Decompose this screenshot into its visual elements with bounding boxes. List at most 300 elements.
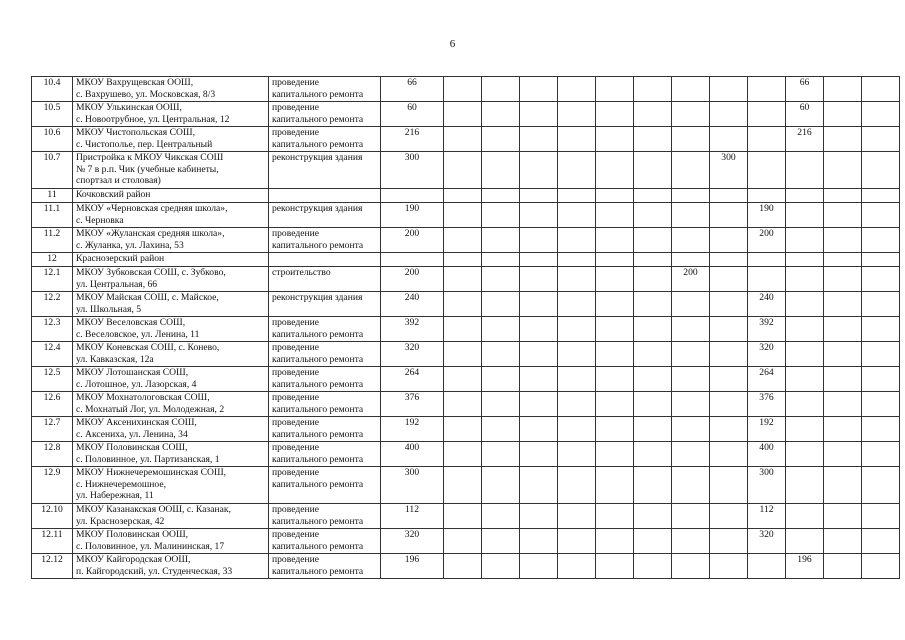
school-name <box>73 189 269 203</box>
year-value <box>444 392 482 417</box>
year-value <box>862 267 900 292</box>
school-name-line: ул. Центральная, 66 <box>76 278 158 290</box>
year-value <box>520 529 558 554</box>
total-value <box>381 189 444 203</box>
year-value <box>634 392 672 417</box>
school-name-line: с. Аксениха, ул. Ленина, 34 <box>76 428 188 440</box>
year-value: 112 <box>748 504 786 529</box>
year-value <box>634 228 672 253</box>
year-value <box>520 228 558 253</box>
year-value <box>786 253 824 267</box>
year-value <box>482 102 520 127</box>
school-name-line: с. Нижнечеремошное, <box>76 478 166 490</box>
school-name <box>73 442 269 467</box>
total-value: 112 <box>381 504 444 529</box>
year-value <box>520 392 558 417</box>
work-type <box>269 152 381 189</box>
year-value <box>862 442 900 467</box>
year-value <box>824 292 862 317</box>
year-value <box>634 417 672 442</box>
year-value <box>444 504 482 529</box>
year-value <box>444 367 482 392</box>
year-value <box>482 392 520 417</box>
year-value <box>520 189 558 203</box>
table-row <box>32 554 900 579</box>
work-type-line: реконструкция здания <box>272 203 363 214</box>
school-name-line: ул. Краснозерская, 42 <box>76 515 165 527</box>
schools-table <box>31 76 900 579</box>
year-value: 192 <box>748 417 786 442</box>
work-type-line: капитального ремонта <box>272 540 364 552</box>
year-value <box>824 392 862 417</box>
year-value <box>672 392 710 417</box>
year-value <box>862 504 900 529</box>
year-value <box>786 189 824 203</box>
work-type-line: проведение <box>272 529 319 540</box>
year-value <box>786 504 824 529</box>
school-name <box>73 292 269 317</box>
year-value <box>824 367 862 392</box>
total-value: 264 <box>381 367 444 392</box>
year-value <box>558 392 596 417</box>
year-value <box>748 77 786 102</box>
year-value <box>596 189 634 203</box>
year-value <box>596 367 634 392</box>
year-value <box>862 342 900 367</box>
year-value <box>596 228 634 253</box>
table-row <box>32 367 900 392</box>
table-row <box>32 189 900 203</box>
year-value: 240 <box>748 292 786 317</box>
year-value <box>444 442 482 467</box>
row-number: 12.8 <box>32 442 73 467</box>
year-value <box>824 267 862 292</box>
year-value <box>786 203 824 228</box>
year-value <box>482 253 520 267</box>
table-row <box>32 292 900 317</box>
year-value <box>710 554 748 579</box>
work-type-line: капитального ремонта <box>272 378 364 390</box>
year-value <box>786 292 824 317</box>
school-name-line: с. Половинное, ул. Партизанская, 1 <box>76 453 220 465</box>
work-type <box>269 189 381 203</box>
year-value <box>444 152 482 189</box>
year-value <box>596 127 634 152</box>
school-name <box>73 392 269 417</box>
row-number: 11.1 <box>32 203 73 228</box>
row-number: 12.2 <box>32 292 73 317</box>
year-value <box>748 253 786 267</box>
work-type <box>269 317 381 342</box>
year-value <box>862 253 900 267</box>
table-row <box>32 203 900 228</box>
year-value: 200 <box>748 228 786 253</box>
year-value: 320 <box>748 342 786 367</box>
year-value <box>444 467 482 504</box>
year-value <box>482 367 520 392</box>
table-row <box>32 152 900 189</box>
year-value <box>710 342 748 367</box>
year-value <box>444 77 482 102</box>
year-value: 392 <box>748 317 786 342</box>
work-type <box>269 267 381 292</box>
work-type-line: проведение <box>272 317 319 328</box>
school-name-line: МКОУ Чистопольская СОШ, <box>76 127 195 138</box>
year-value <box>824 253 862 267</box>
year-value <box>596 554 634 579</box>
work-type-line: проведение <box>272 554 319 565</box>
year-value <box>824 529 862 554</box>
total-value: 66 <box>381 77 444 102</box>
year-value <box>824 417 862 442</box>
year-value <box>634 152 672 189</box>
work-type <box>269 504 381 529</box>
table-row <box>32 102 900 127</box>
year-value <box>862 417 900 442</box>
year-value <box>596 203 634 228</box>
year-value <box>710 442 748 467</box>
year-value <box>786 442 824 467</box>
school-name <box>73 127 269 152</box>
school-name-line: МКОУ Половинская ООШ, <box>76 529 189 540</box>
year-value <box>482 203 520 228</box>
total-value: 392 <box>381 317 444 342</box>
school-name-line: Краснозерский район <box>76 253 165 264</box>
year-value <box>862 152 900 189</box>
work-type <box>269 228 381 253</box>
year-value <box>482 342 520 367</box>
year-value <box>710 392 748 417</box>
total-value: 216 <box>381 127 444 152</box>
year-value <box>520 317 558 342</box>
school-name-line: МКОУ Аксенихинская СОШ, <box>76 417 197 428</box>
year-value <box>672 504 710 529</box>
school-name-line: п. Кайгородский, ул. Студенческая, 33 <box>76 565 233 577</box>
school-name-line: МКОУ Зубковская СОШ, с. Зубково, <box>76 267 226 278</box>
year-value <box>558 554 596 579</box>
table-body <box>32 77 900 579</box>
year-value <box>558 342 596 367</box>
row-number: 11.2 <box>32 228 73 253</box>
school-name-line: МКОУ Майская СОШ, с. Майское, <box>76 292 219 303</box>
year-value <box>482 127 520 152</box>
year-value <box>710 203 748 228</box>
work-type-line: проведение <box>272 127 319 138</box>
year-value <box>748 189 786 203</box>
total-value: 200 <box>381 267 444 292</box>
year-value <box>862 392 900 417</box>
table-row <box>32 342 900 367</box>
year-value <box>596 253 634 267</box>
year-value <box>520 442 558 467</box>
row-number: 12.12 <box>32 554 73 579</box>
year-value <box>710 228 748 253</box>
year-value <box>596 467 634 504</box>
year-value <box>634 529 672 554</box>
school-name <box>73 152 269 189</box>
year-value <box>444 127 482 152</box>
year-value <box>710 127 748 152</box>
work-type-line: капитального ремонта <box>272 515 364 527</box>
school-name-line: МКОУ Нижнечеремошинская СОШ, <box>76 467 227 478</box>
school-name-line: с. Лотошное, ул. Лазорская, 4 <box>76 378 197 390</box>
year-value <box>558 467 596 504</box>
school-name <box>73 554 269 579</box>
school-name-line: МКОУ Веселовская СОШ, <box>76 317 186 328</box>
year-value <box>634 102 672 127</box>
school-name <box>73 102 269 127</box>
year-value <box>482 228 520 253</box>
year-value <box>520 417 558 442</box>
year-value <box>520 504 558 529</box>
year-value <box>482 267 520 292</box>
year-value <box>672 228 710 253</box>
year-value <box>444 342 482 367</box>
year-value <box>482 554 520 579</box>
school-name-line: с. Жуланка, ул. Лахина, 53 <box>76 239 184 251</box>
total-value: 300 <box>381 467 444 504</box>
year-value <box>862 127 900 152</box>
year-value <box>596 317 634 342</box>
work-type-line: капитального ремонта <box>272 239 364 251</box>
year-value: 60 <box>786 102 824 127</box>
table-row <box>32 442 900 467</box>
year-value <box>444 417 482 442</box>
year-value <box>596 392 634 417</box>
row-number: 12.11 <box>32 529 73 554</box>
school-name-line: МКОУ Половинская СОШ, <box>76 442 188 453</box>
school-name <box>73 267 269 292</box>
work-type <box>269 392 381 417</box>
year-value <box>786 417 824 442</box>
work-type <box>269 554 381 579</box>
year-value <box>482 442 520 467</box>
year-value <box>634 554 672 579</box>
year-value <box>710 504 748 529</box>
year-value <box>672 189 710 203</box>
year-value <box>786 228 824 253</box>
year-value <box>786 392 824 417</box>
work-type-line: проведение <box>272 367 319 378</box>
year-value <box>672 467 710 504</box>
year-value <box>672 77 710 102</box>
year-value <box>558 203 596 228</box>
work-type-line: капитального ремонта <box>272 88 364 100</box>
total-value: 300 <box>381 152 444 189</box>
year-value: 216 <box>786 127 824 152</box>
year-value: 300 <box>748 467 786 504</box>
year-value <box>444 292 482 317</box>
year-value <box>672 554 710 579</box>
school-name-line: Кочковский район <box>76 189 151 200</box>
work-type <box>269 467 381 504</box>
school-name-line: с. Вахрушево, ул. Московская, 8/3 <box>76 88 216 100</box>
school-name-line: ул. Кавказская, 12а <box>76 353 154 365</box>
year-value <box>824 152 862 189</box>
year-value <box>786 529 824 554</box>
total-value: 196 <box>381 554 444 579</box>
table-row <box>32 467 900 504</box>
school-name-line: МКОУ Мохнатологовская СОШ, <box>76 392 210 403</box>
year-value <box>748 267 786 292</box>
year-value <box>710 253 748 267</box>
school-name <box>73 342 269 367</box>
row-number: 10.5 <box>32 102 73 127</box>
year-value <box>520 292 558 317</box>
year-value <box>596 267 634 292</box>
year-value <box>748 102 786 127</box>
school-name-line: МКОУ «Черновская средняя школа», <box>76 203 228 214</box>
year-value <box>558 127 596 152</box>
total-value: 240 <box>381 292 444 317</box>
work-type-line: проведение <box>272 417 319 428</box>
year-value <box>596 529 634 554</box>
school-name-line: ул. Школьная, 5 <box>76 303 142 315</box>
year-value <box>862 554 900 579</box>
year-value: 200 <box>672 267 710 292</box>
total-value: 190 <box>381 203 444 228</box>
year-value <box>558 292 596 317</box>
row-number: 12.5 <box>32 367 73 392</box>
year-value <box>862 317 900 342</box>
school-name-line: с. Веселовское, ул. Ленина, 11 <box>76 328 200 340</box>
year-value <box>558 189 596 203</box>
year-value <box>634 267 672 292</box>
year-value <box>710 102 748 127</box>
year-value <box>482 152 520 189</box>
year-value <box>824 317 862 342</box>
year-value <box>558 367 596 392</box>
table-row <box>32 77 900 102</box>
school-name-line: с. Мохнатый Лог, ул. Молодежная, 2 <box>76 403 225 415</box>
work-type-line: реконструкция здания <box>272 152 363 163</box>
work-type-line: проведение <box>272 442 319 453</box>
table-row <box>32 127 900 152</box>
work-type-line: проведение <box>272 77 319 88</box>
year-value <box>444 317 482 342</box>
year-value <box>520 77 558 102</box>
year-value <box>444 554 482 579</box>
year-value <box>520 253 558 267</box>
work-type <box>269 417 381 442</box>
year-value: 376 <box>748 392 786 417</box>
work-type <box>269 442 381 467</box>
work-type-line: капитального ремонта <box>272 478 364 490</box>
year-value <box>672 367 710 392</box>
year-value <box>558 77 596 102</box>
year-value <box>634 442 672 467</box>
total-value: 400 <box>381 442 444 467</box>
table-row <box>32 253 900 267</box>
school-name-line: МКОУ Коневская СОШ, с. Конево, <box>76 342 220 353</box>
year-value <box>482 189 520 203</box>
year-value <box>558 102 596 127</box>
work-type <box>269 367 381 392</box>
year-value <box>634 342 672 367</box>
year-value <box>710 189 748 203</box>
school-name <box>73 228 269 253</box>
work-type-line: капитального ремонта <box>272 403 364 415</box>
year-value <box>444 203 482 228</box>
school-name-line: МКОУ Улькинская ООШ, <box>76 102 182 113</box>
year-value <box>634 292 672 317</box>
year-value <box>634 504 672 529</box>
row-number: 12.7 <box>32 417 73 442</box>
school-name <box>73 367 269 392</box>
total-value <box>381 253 444 267</box>
year-value <box>786 152 824 189</box>
school-name-line: МКОУ Казанакская ООШ, с. Казанак, <box>76 504 231 515</box>
row-number: 12.4 <box>32 342 73 367</box>
year-value <box>786 367 824 392</box>
year-value <box>520 342 558 367</box>
year-value <box>824 127 862 152</box>
work-type-line: проведение <box>272 342 319 353</box>
year-value <box>558 228 596 253</box>
year-value <box>672 442 710 467</box>
year-value <box>824 467 862 504</box>
year-value <box>672 203 710 228</box>
work-type <box>269 102 381 127</box>
school-name <box>73 467 269 504</box>
year-value <box>824 342 862 367</box>
year-value <box>482 292 520 317</box>
year-value <box>634 317 672 342</box>
year-value <box>520 152 558 189</box>
year-value <box>444 228 482 253</box>
year-value <box>824 228 862 253</box>
school-name-line: МКОУ Вахрущевская ООШ, <box>76 77 194 88</box>
school-name <box>73 504 269 529</box>
table-row <box>32 228 900 253</box>
year-value <box>634 203 672 228</box>
year-value <box>672 102 710 127</box>
work-type-line: проведение <box>272 102 319 113</box>
total-value: 200 <box>381 228 444 253</box>
year-value <box>596 417 634 442</box>
year-value <box>596 442 634 467</box>
year-value <box>786 342 824 367</box>
year-value <box>710 317 748 342</box>
work-type <box>269 77 381 102</box>
total-value: 376 <box>381 392 444 417</box>
school-name <box>73 417 269 442</box>
row-number: 10.7 <box>32 152 73 189</box>
year-value <box>710 529 748 554</box>
year-value: 66 <box>786 77 824 102</box>
year-value <box>786 267 824 292</box>
year-value: 400 <box>748 442 786 467</box>
work-type <box>269 529 381 554</box>
year-value <box>862 292 900 317</box>
year-value <box>558 442 596 467</box>
school-name-line: № 7 в р.п. Чик (учебные кабинеты, <box>76 163 219 175</box>
table-row <box>32 504 900 529</box>
year-value <box>862 367 900 392</box>
work-type-line: проведение <box>272 392 319 403</box>
year-value <box>634 77 672 102</box>
work-type-line: проведение <box>272 467 319 478</box>
year-value <box>482 529 520 554</box>
row-number: 12.6 <box>32 392 73 417</box>
school-name-line: с. Новоотрубное, ул. Центральная, 12 <box>76 113 230 125</box>
year-value <box>786 467 824 504</box>
work-type <box>269 253 381 267</box>
row-number: 12.9 <box>32 467 73 504</box>
year-value: 320 <box>748 529 786 554</box>
year-value <box>672 127 710 152</box>
year-value <box>672 342 710 367</box>
